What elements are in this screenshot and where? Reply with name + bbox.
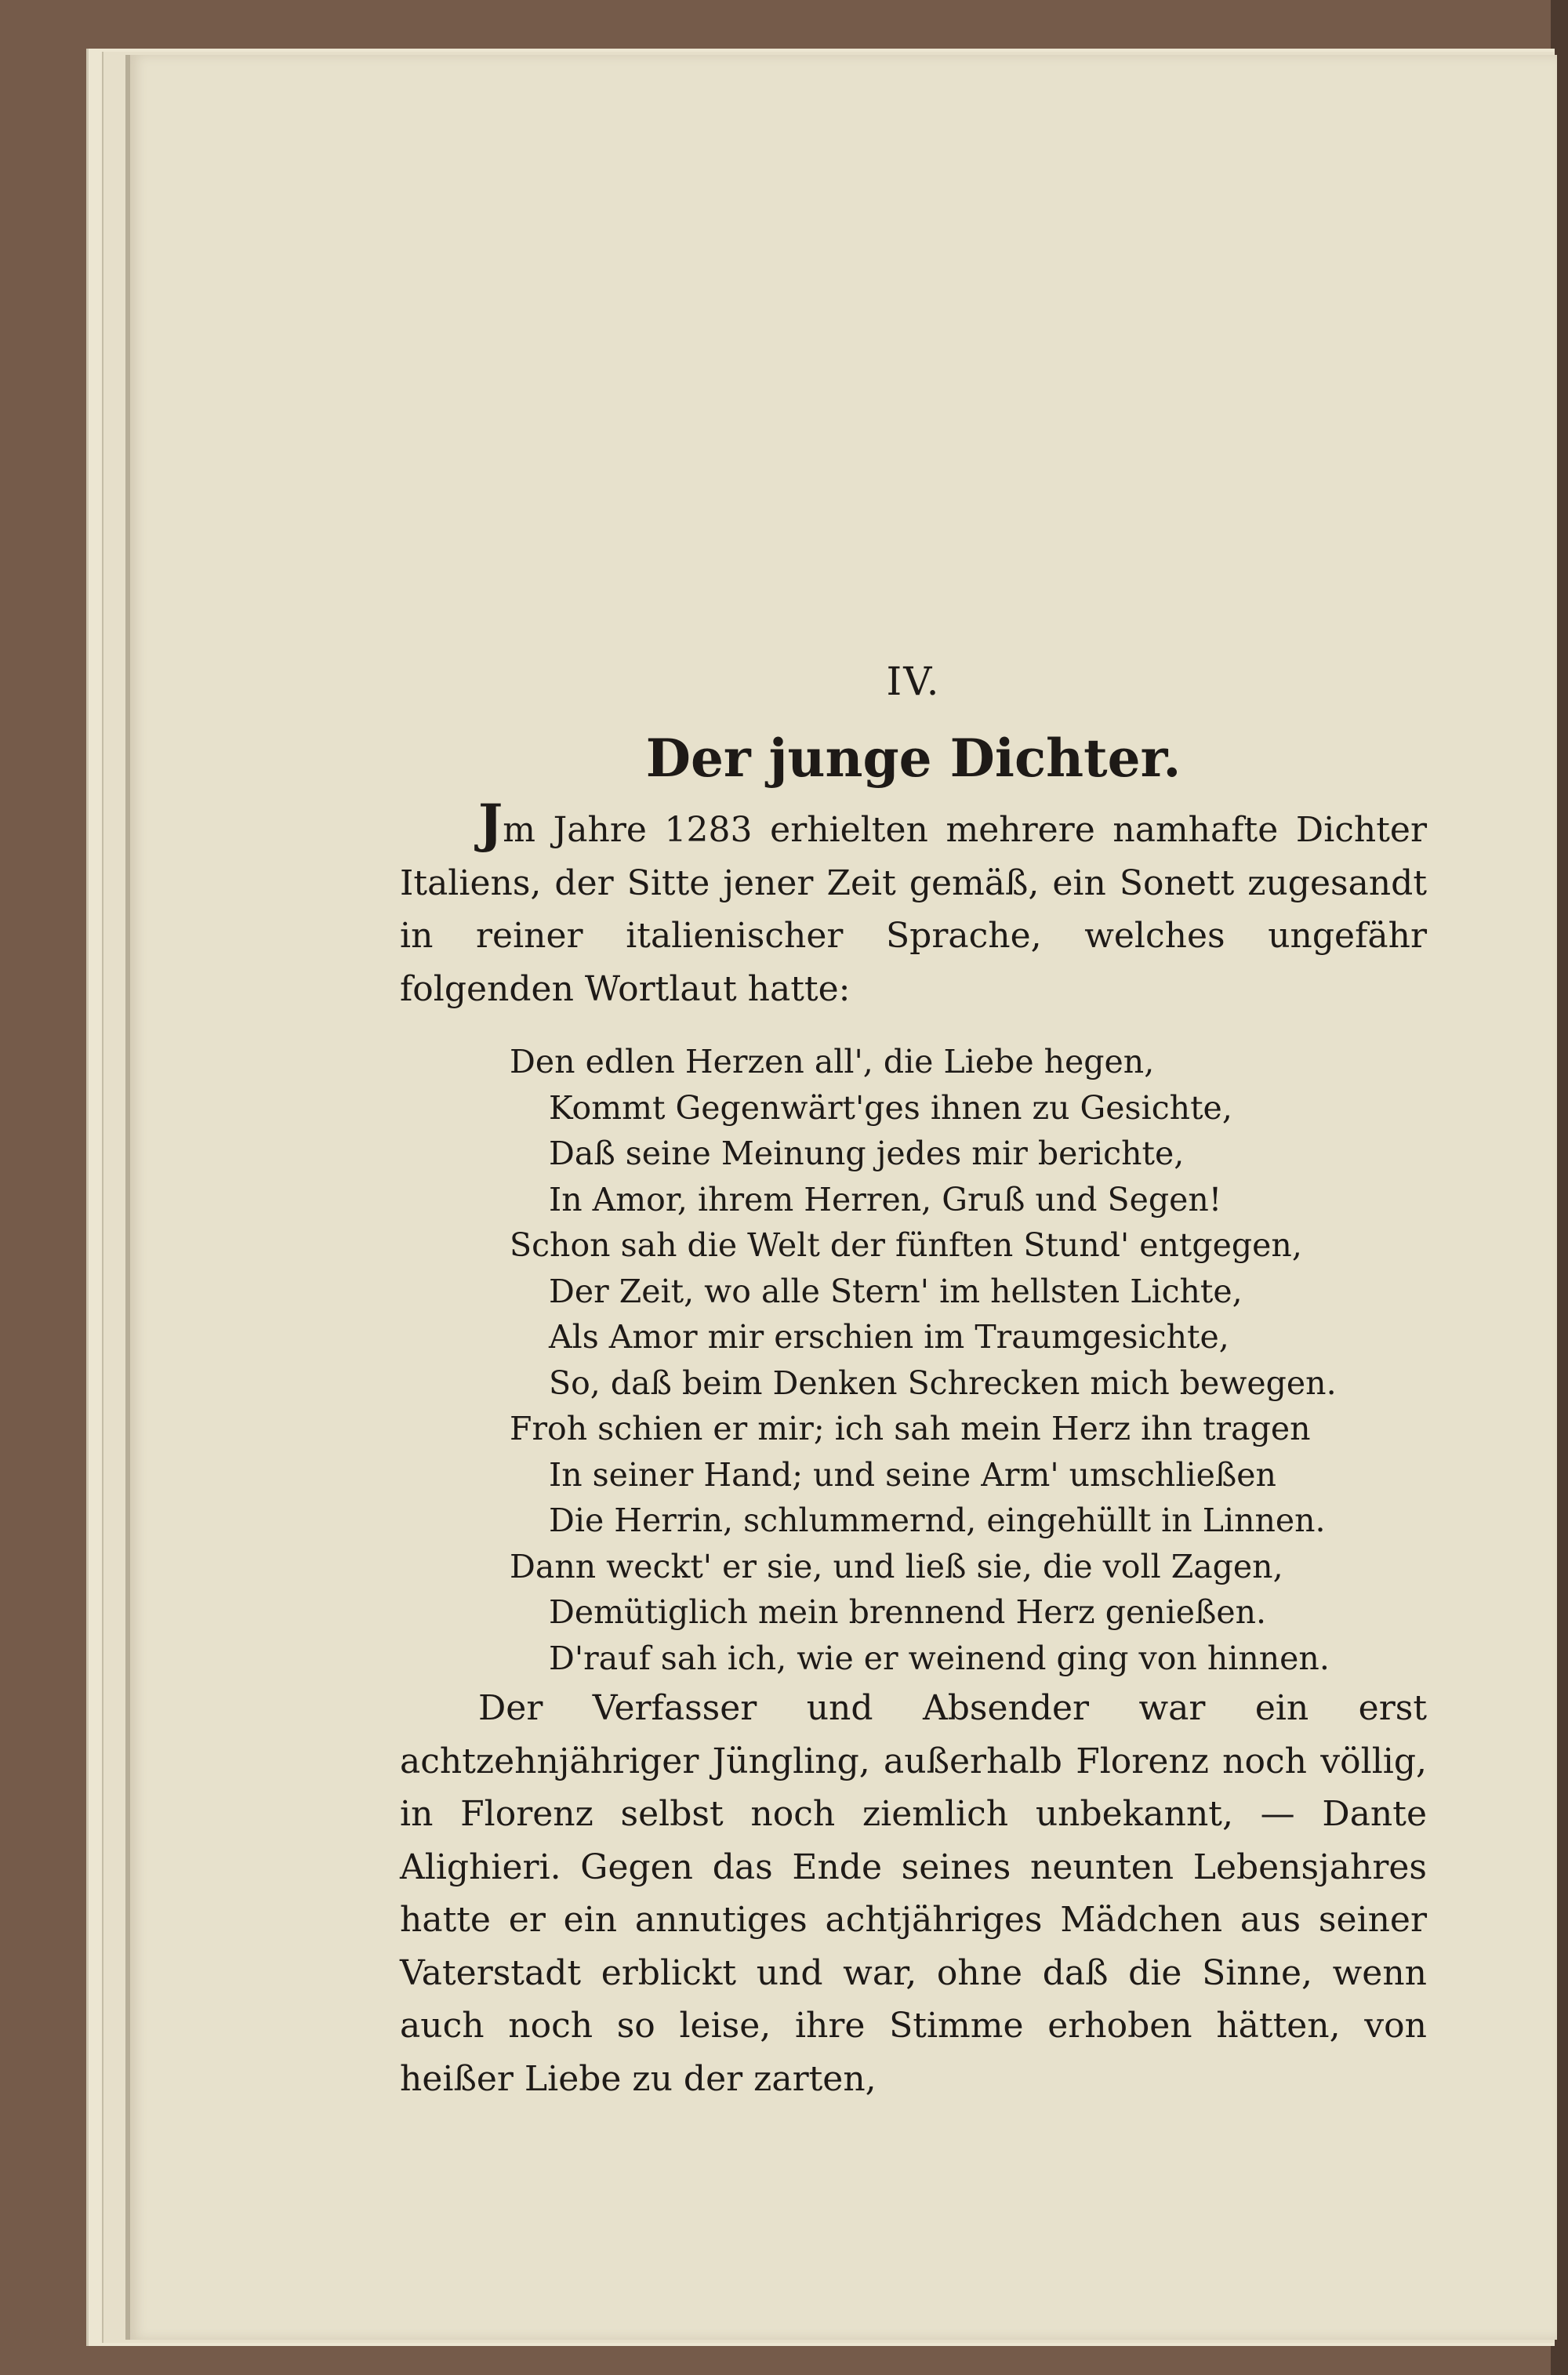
poem-line: Froh schien er mir; ich sah mein Herz ihn tragen [510,1410,1311,1447]
poem-line: Daß seine Meinung jedes mir berichte, [549,1135,1185,1172]
poem-line: Der Zeit, wo alle Stern' im hellsten Lichte, [549,1272,1243,1310]
poem-line: So, daß beim Denken Schrecken mich bewegen. [549,1364,1337,1402]
sonnet [510,1039,1372,1681]
poem-line: In Amor, ihrem Herren, Gruß und Segen! [549,1180,1222,1218]
poem-line: Schon sah die Welt der fünften Stund' entgegen, [510,1226,1302,1264]
poem-line: Demütiglich mein brennend Herz genießen. [549,1593,1267,1631]
poem-line: Kommt Gegenwärt'ges ihnen zu Gesichte, [549,1088,1232,1127]
poem-line: In seiner Hand; und seine Arm' umschließen [549,1455,1276,1494]
poem-line: Den edlen Herzen all', die Liebe hegen, [510,1043,1155,1080]
chapter-number: IV. [886,659,941,704]
drop-cap: J [478,793,503,854]
closing-text: Der Verfasser und Absender war ein erst achtzehnjähriger Jüngling, außerhalb Florenz noch völlig, in Florenz selbst noch ziemlich unbekannt, — Dante Alighieri. Gegen das Ende seines neunten Lebensjahres hatte er ein annutiges achtjähriges Mädchen aus seiner Vaterstadt erblickt und war, ohne daß die Sinne, wenn auch noch so leise, ihre Stimme erhoben hätten, von heißer Liebe zu der zarten, [400,1688,1427,2099]
intro-text: m Jahre 1283 erhielten mehrere namhafte Dichter Italiens, der Sitte jener Zeit gemäß, ein Sonett zugesandt in reiner italienischer Sprache, welches ungefähr folgenden Wortlaut hatte: [400,810,1427,1009]
poem-line: D'rauf sah ich, wie er weinend ging von hinnen. [549,1639,1330,1677]
intro-paragraph [400,793,1427,1015]
poem-line: Dann weckt' er sie, und ließ sie, die voll Zagen, [510,1547,1283,1585]
chapter-title: Der junge Dichter. [645,728,1181,789]
poem-line: Als Amor mir erschien im Traumgesichte, [549,1318,1229,1356]
closing-paragraph [400,1682,1427,2105]
poem-line: Die Herrin, schlummernd, eingehüllt in Linnen. [549,1502,1326,1539]
